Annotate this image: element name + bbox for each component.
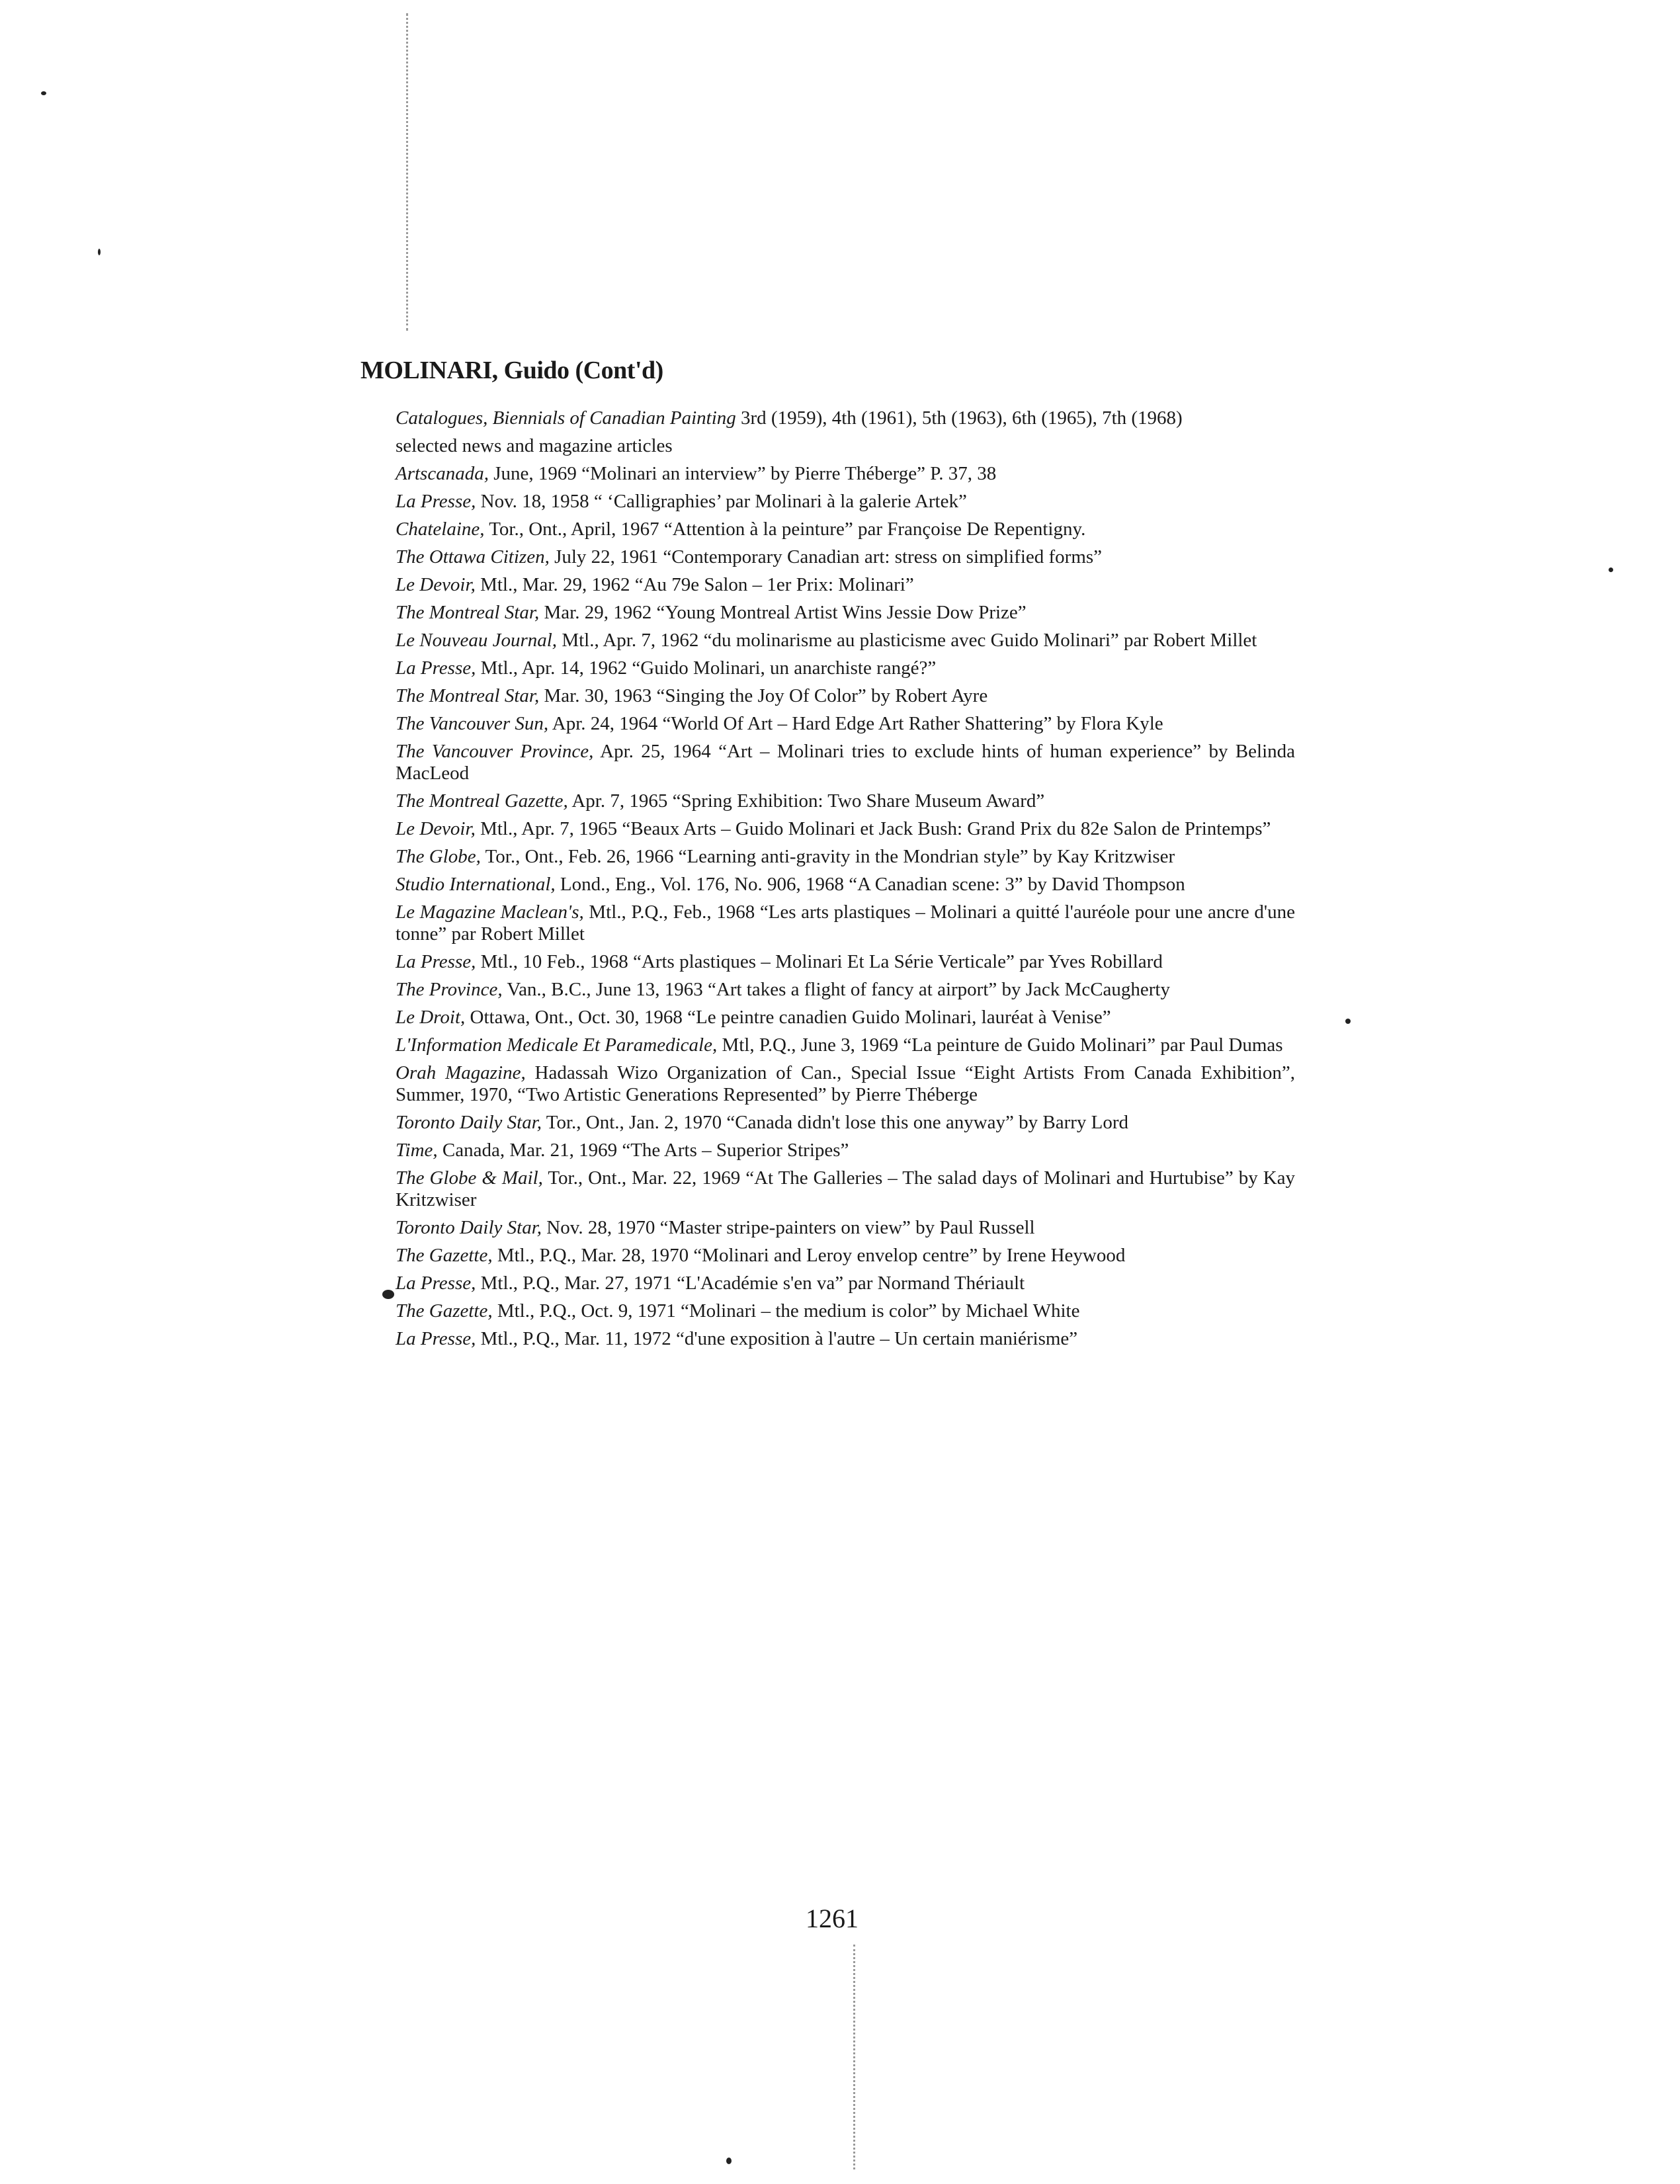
publication-title: Artscanada, [396,463,489,484]
scan-fold-line-bottom [853,1945,857,2169]
entry-details: selected news and magazine articles [396,435,673,456]
publication-title: The Vancouver Sun, [396,713,549,734]
entry-details: Mtl., Mar. 29, 1962 “Au 79e Salon – 1er Prix: Molinari” [475,574,914,595]
publication-title: Le Droit, [396,1007,466,1028]
publication-title: Le Devoir, [396,818,476,839]
bibliography-entry [396,902,1295,945]
entry-details: Mar. 30, 1963 “Singing the Joy Of Color” by Robert Ayre [539,685,988,706]
publication-title: Le Nouveau Journal, [396,630,558,651]
entry-details: Nov. 28, 1970 “Master stripe-painters on view” by Paul Russell [542,1217,1035,1238]
bibliography-entry [396,630,1295,651]
entry-details: Mtl, P.Q., June 3, 1969 “La peinture de Guido Molinari” par Paul Dumas [717,1034,1283,1056]
publication-title: Le Devoir, [396,574,476,595]
entry-details: Tor., Ont., April, 1967 “Attention à la peinture” par Françoise De Repentigny. [484,519,1086,540]
publication-title: The Province, [396,979,503,1000]
bibliography-entry [396,407,1295,429]
publication-title: Toronto Daily Star, [396,1217,542,1238]
publication-title: L'Information Medicale Et Paramedicale, [396,1034,718,1056]
entry-details: Hadassah Wizo Organization of Can., Special Issue “Eight Artists From Canada Exhibition”, Summer, 1970, “Two Artistic Generations Represented” by Pierre Théberge [396,1062,1295,1105]
publication-title: The Globe, [396,846,481,867]
scan-speck [1609,567,1613,572]
bibliography-entry [396,741,1295,784]
bibliography-list [396,407,1295,1356]
entry-details: Canada, Mar. 21, 1969 “The Arts – Superior Stripes” [437,1140,849,1161]
publication-title: La Presse, [396,951,476,972]
bibliography-entry [396,1112,1295,1134]
publication-title: La Presse, [396,1328,476,1349]
publication-title: La Presse, [396,491,476,512]
entry-details: Mtl., Apr. 14, 1962 “Guido Molinari, un anarchiste rangé?” [476,657,937,679]
publication-title: The Globe & Mail, [396,1167,543,1189]
bibliography-entry [396,1167,1295,1211]
entry-details: Tor., Ont., Feb. 26, 1966 “Learning anti-gravity in the Mondrian style” by Kay Kritzwiser [480,846,1175,867]
bibliography-entry [396,979,1295,1001]
publication-title: La Presse, [396,657,476,679]
bibliography-entry [396,546,1295,568]
bibliography-entry [396,846,1295,868]
bibliography-entry [396,491,1295,513]
entry-details: Mtl., P.Q., Oct. 9, 1971 “Molinari – the medium is color” by Michael White [492,1300,1080,1322]
publication-title: The Montreal Star, [396,685,540,706]
bibliography-entry [396,1217,1295,1239]
bibliography-entry [396,1007,1295,1029]
publication-title: The Gazette, [396,1245,493,1266]
entry-details: Mtl., P.Q., Mar. 27, 1971 “L'Académie s'en va” par Normand Thériault [476,1273,1025,1294]
entry-details: Apr. 7, 1965 “Spring Exhibition: Two Share Museum Award” [567,790,1045,812]
scan-speck [1345,1019,1351,1024]
publication-title: Le Magazine Maclean's, [396,902,584,923]
bibliography-entry [396,1140,1295,1161]
publication-title: The Ottawa Citizen, [396,546,550,567]
scan-speck [726,2158,732,2164]
publication-title: The Vancouver Province, [396,741,594,762]
page-heading: MOLINARI, Guido (Cont'd) [360,357,663,384]
page-number: 1261 [806,1904,859,1933]
entry-details: Mtl., P.Q., Mar. 11, 1972 “d'une exposition à l'autre – Un certain maniérisme” [476,1328,1078,1349]
entry-details: Ottawa, Ont., Oct. 30, 1968 “Le peintre canadien Guido Molinari, lauréat à Venise” [465,1007,1111,1028]
publication-title: Time, [396,1140,438,1161]
publication-title: La Presse, [396,1273,476,1294]
publication-title: Toronto Daily Star, [396,1112,542,1133]
bibliography-entry [396,818,1295,840]
bibliography-entry [396,1328,1295,1350]
entry-details: Apr. 24, 1964 “World Of Art – Hard Edge Art Rather Shattering” by Flora Kyle [548,713,1163,734]
entry-details: Mtl., P.Q., Feb., 1968 “Les arts plastiques – Molinari a quitté l'auréole pour une ancre d'une tonne” par Robert Millet [396,902,1295,945]
scan-speck [382,1290,394,1299]
entry-details: Mtl., P.Q., Mar. 28, 1970 “Molinari and Leroy envelop centre” by Irene Heywood [492,1245,1126,1266]
entry-details: Mar. 29, 1962 “Young Montreal Artist Wins Jessie Dow Prize” [539,602,1027,623]
bibliography-entry [396,1300,1295,1322]
bibliography-entry [396,713,1295,735]
scan-fold-line-top [406,13,410,331]
entry-details: Apr. 25, 1964 “Art – Molinari tries to exclude hints of human experience” by Belinda MacLeod [396,741,1296,784]
entry-details: July 22, 1961 “Contemporary Canadian art: stress on simplified forms” [549,546,1103,567]
publication-title: Orah Magazine, [396,1062,526,1083]
bibliography-entry [396,951,1295,973]
entry-details: Mtl., 10 Feb., 1968 “Arts plastiques – Molinari Et La Série Verticale” par Yves Robillard [476,951,1163,972]
bibliography-entry [396,1034,1295,1056]
bibliography-entry [396,874,1295,896]
entry-details: Mtl., Apr. 7, 1965 “Beaux Arts – Guido Molinari et Jack Bush: Grand Prix du 82e Salon de Printemps” [475,818,1271,839]
bibliography-entry [396,1062,1295,1106]
bibliography-entry [396,1273,1295,1294]
bibliography-entry [396,602,1295,624]
entry-details: Van., B.C., June 13, 1963 “Art takes a flight of fancy at airport” by Jack McCaugherty [502,979,1170,1000]
entry-details: Mtl., Apr. 7, 1962 “du molinarisme au plasticisme avec Guido Molinari” par Robert Millet [557,630,1257,651]
entry-details: Lond., Eng., Vol. 176, No. 906, 1968 “A Canadian scene: 3” by David Thompson [555,874,1185,895]
entry-details: Tor., Ont., Mar. 22, 1969 “At The Galleries – The salad days of Molinari and Hurtubise” by Kay Kritzwiser [396,1167,1296,1210]
publication-title: Studio International, [396,874,556,895]
entry-details: Nov. 18, 1958 “ ‘Calligraphies’ par Molinari à la galerie Artek” [476,491,967,512]
publication-title: The Gazette, [396,1300,493,1322]
publication-title: The Montreal Gazette, [396,790,568,812]
bibliography-entry [396,1245,1295,1267]
bibliography-entry [396,463,1295,485]
bibliography-entry [396,685,1295,707]
entry-details: 3rd (1959), 4th (1961), 5th (1963), 6th (1965), 7th (1968) [735,407,1183,429]
scan-speck [41,91,46,95]
scan-speck [98,249,101,255]
publication-title: The Montreal Star, [396,602,540,623]
publication-title: Chatelaine, [396,519,485,540]
bibliography-entry [396,790,1295,812]
entry-details: June, 1969 “Molinari an interview” by Pierre Théberge” P. 37, 38 [488,463,997,484]
bibliography-entry [396,519,1295,540]
entry-details: Tor., Ont., Jan. 2, 1970 “Canada didn't lose this one anyway” by Barry Lord [542,1112,1129,1133]
bibliography-entry [396,657,1295,679]
bibliography-entry [396,435,1295,457]
publication-title: Catalogues, Biennials of Canadian Painting [396,407,736,429]
bibliography-entry [396,574,1295,596]
